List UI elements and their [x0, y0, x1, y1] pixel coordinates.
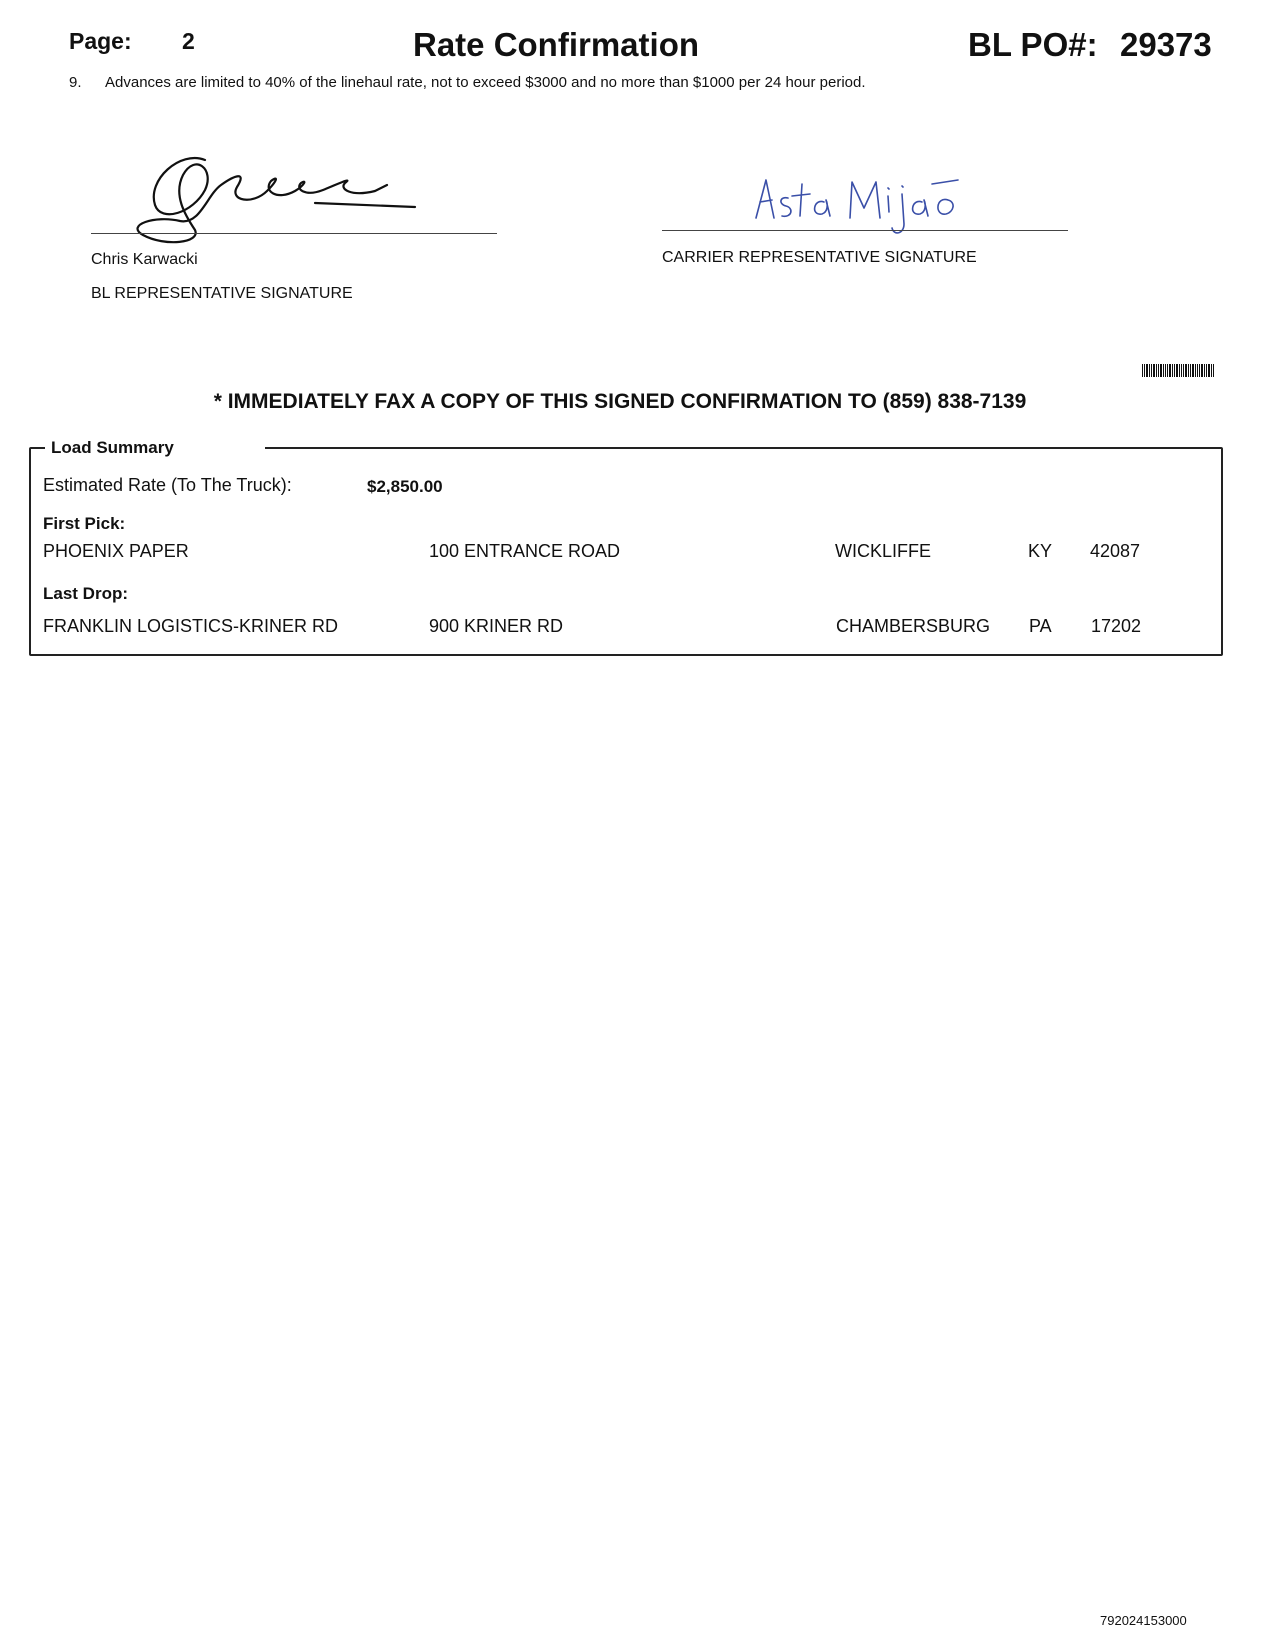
barcode: [1142, 364, 1214, 377]
page-title: Rate Confirmation: [413, 26, 700, 63]
first-pick-city: WICKLIFFE: [835, 541, 932, 561]
carrier-signature-drawing: [752, 172, 962, 244]
first-pick-address: 100 ENTRANCE ROAD: [429, 541, 621, 561]
carrier-signature-label: CARRIER REPRESENTATIVE SIGNATURE: [662, 249, 977, 266]
rate-value: $2,850.00: [367, 477, 443, 496]
last-drop-name: FRANKLIN LOGISTICS-KRINER RD: [43, 616, 339, 636]
po-label: BL PO#:: [968, 26, 1098, 63]
last-drop-city: CHAMBERSBURG: [836, 616, 991, 636]
rate-label: Estimated Rate (To The Truck):: [43, 475, 292, 495]
bl-signature-label: BL REPRESENTATIVE SIGNATURE: [91, 285, 353, 302]
po-number: 29373: [1120, 26, 1212, 63]
page-number: 2: [182, 28, 195, 54]
page-label: Page:: [69, 28, 132, 54]
document-id: 792024153000: [1100, 1613, 1187, 1628]
first-pick-name: PHOENIX PAPER: [43, 541, 189, 561]
term-text: Advances are limited to 40% of the linehaul rate, not to exceed $3000 and no more than $1000 per 24 hour period.: [105, 74, 866, 91]
last-drop-state: PA: [1029, 616, 1052, 636]
bl-signature-line: [91, 233, 497, 234]
carrier-signature-line: [662, 230, 1068, 231]
term-number: 9.: [69, 74, 82, 91]
first-pick-label: First Pick:: [43, 514, 126, 533]
first-pick-state: KY: [1028, 541, 1053, 561]
last-drop-zip: 17202: [1091, 616, 1142, 636]
first-pick-zip: 42087: [1090, 541, 1141, 561]
last-drop-address: 900 KRINER RD: [429, 616, 564, 636]
last-drop-label: Last Drop:: [43, 584, 128, 603]
fax-notice: * IMMEDIATELY FAX A COPY OF THIS SIGNED CONFIRMATION TO (859) 838-7139: [213, 390, 1027, 413]
bl-signer-name: Chris Karwacki: [91, 251, 198, 268]
load-summary-title: Load Summary: [51, 438, 174, 457]
